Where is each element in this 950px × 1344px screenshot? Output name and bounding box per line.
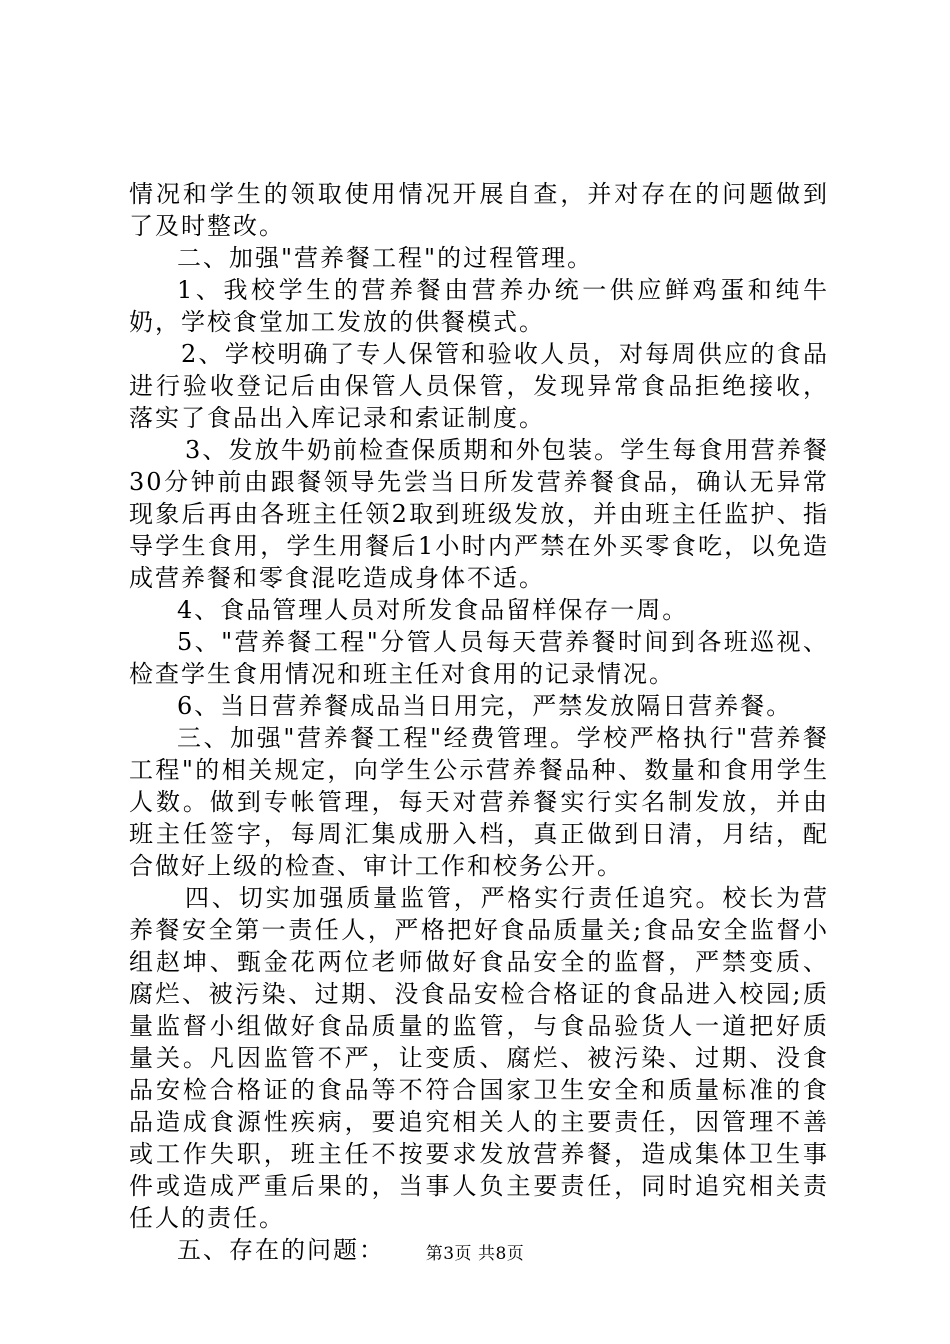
- section-quality-supervision: 四、切实加强质量监管，严格实行责任追究。校长为营养餐安全第一责任人，严格把好食品质量关;食品安全监督小组赵坤、甄金花两位老师做好食品安全的监督，严禁变质、腐烂、被污染、过期、没食品安检合格证的食品进入校园;质量监督小组做好食品质量的监管，与食品验货人一道把好质量关。凡因监管不严，让变质、腐烂、被污染、过期、没食品安检合格证的食品等不符合国家卫生安全和质量标准的食品造成食源性疾病，要追究相关人的主要责任，因管理不善或工作失职，班主任不按要求发放营养餐，造成集体卫生事件或造成严重后果的，当事人负主要责任，同时追究相关责任人的责任。: [129, 884, 829, 1232]
- paragraph-item-5: 5、"营养餐工程"分管人员每天营养餐时间到各班巡视、检查学生食用情况和班主任对食用的记录情况。: [129, 628, 829, 688]
- paragraph-continuation: 情况和学生的领取使用情况开展自查，并对存在的问题做到了及时整改。: [129, 180, 829, 240]
- document-body: [129, 178, 829, 1266]
- page-number-footer: 第3页 共8页: [425, 1244, 525, 1264]
- section-funds-management: 三、加强"营养餐工程"经费管理。学校严格执行"营养餐工程"的相关规定，向学生公示营养餐品种、数量和食用学生人数。做到专帐管理，每天对营养餐实行实名制发放，并由班主任签字，每周汇集成册入档，真正做到日清，月结，配合做好上级的检查、审计工作和校务公开。: [129, 724, 829, 880]
- section-heading-process-management: 二、加强"营养餐工程"的过程管理。: [177, 244, 594, 272]
- section-existing-problems: 五、存在的问题：: [177, 1236, 385, 1264]
- paragraph-item-6: 6、当日营养餐成品当日用完，严禁发放隔日营养餐。: [177, 692, 793, 720]
- paragraph-item-4: 4、食品管理人员对所发食品留样保存一周。: [177, 596, 689, 624]
- paragraph-item-3: 3、发放牛奶前检查保质期和外包装。学生每食用营养餐30分钟前由跟餐领导先尝当日所发营养餐食品，确认无异常现象后再由各班主任领2取到班级发放，并由班主任监护、指导学生食用，学生用餐后1小时内严禁在外买零食吃，以免造成营养餐和零食混吃造成身体不适。: [129, 436, 829, 592]
- paragraph-item-2: 2、学校明确了专人保管和验收人员，对每周供应的食品进行验收登记后由保管人员保管，发现异常食品拒绝接收，落实了食品出入库记录和索证制度。: [129, 340, 829, 432]
- paragraph-item-1: 1、我校学生的营养餐由营养办统一供应鲜鸡蛋和纯牛奶，学校食堂加工发放的供餐模式。: [129, 276, 829, 336]
